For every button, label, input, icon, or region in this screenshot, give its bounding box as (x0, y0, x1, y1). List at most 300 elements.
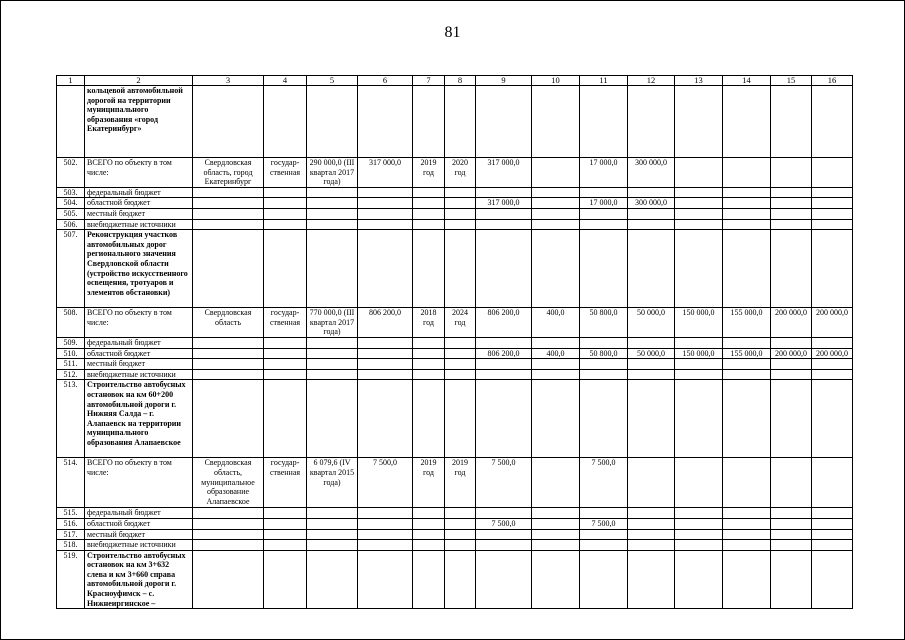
value-cell (532, 369, 580, 380)
value-cell (193, 518, 264, 529)
value-cell (675, 508, 723, 519)
value-cell (580, 337, 628, 348)
table-row (57, 158, 853, 188)
value-cell: 2020 год (445, 158, 476, 188)
value-cell (193, 540, 264, 551)
row-title-cell: ВСЕГО по объекту в том числе: (85, 158, 193, 188)
column-number-cell: 7 (413, 76, 445, 86)
value-cell (675, 380, 723, 458)
table-row (57, 208, 853, 219)
value-cell (307, 219, 358, 230)
value-cell (193, 337, 264, 348)
row-title-cell: местный бюджет (85, 529, 193, 540)
value-cell (413, 187, 445, 198)
row-title-cell: федеральный бюджет (85, 337, 193, 348)
value-cell (264, 219, 307, 230)
value-cell (264, 369, 307, 380)
value-cell (476, 369, 532, 380)
value-cell (532, 380, 580, 458)
value-cell (771, 337, 812, 348)
value-cell (723, 359, 771, 370)
table-row (57, 187, 853, 198)
value-cell: 200 000,0 (771, 348, 812, 359)
value-cell (675, 230, 723, 308)
value-cell (723, 187, 771, 198)
value-cell (445, 219, 476, 230)
value-cell (675, 529, 723, 540)
value-cell (723, 86, 771, 158)
value-cell: государ-ственная (264, 458, 307, 508)
value-cell: государ-ственная (264, 158, 307, 188)
budget-table (56, 75, 853, 609)
value-cell (307, 359, 358, 370)
value-cell (264, 208, 307, 219)
value-cell (358, 529, 413, 540)
table-row (57, 86, 853, 158)
row-title-cell: внебюджетные источники (85, 369, 193, 380)
row-number-cell: 504. (57, 198, 85, 209)
value-cell (413, 219, 445, 230)
row-number-cell: 513. (57, 380, 85, 458)
table-row (57, 518, 853, 529)
value-cell (812, 380, 853, 458)
value-cell (723, 158, 771, 188)
table-row (57, 380, 853, 458)
value-cell (771, 518, 812, 529)
page-number: 81 (444, 24, 461, 41)
value-cell (723, 529, 771, 540)
value-cell (193, 380, 264, 458)
value-cell: 150 000,0 (675, 348, 723, 359)
value-cell (445, 380, 476, 458)
value-cell (771, 540, 812, 551)
row-number-cell: 509. (57, 337, 85, 348)
row-number-cell: 516. (57, 518, 85, 529)
value-cell: 300 000,0 (628, 158, 675, 188)
value-cell: 7 500,0 (580, 458, 628, 508)
value-cell (812, 219, 853, 230)
value-cell (771, 187, 812, 198)
value-cell (812, 508, 853, 519)
value-cell (264, 508, 307, 519)
value-cell (771, 219, 812, 230)
value-cell (193, 187, 264, 198)
value-cell (413, 508, 445, 519)
value-cell: 400,0 (532, 308, 580, 338)
value-cell (445, 550, 476, 609)
value-cell (307, 187, 358, 198)
value-cell (675, 208, 723, 219)
column-number-cell: 6 (358, 76, 413, 86)
value-cell (532, 187, 580, 198)
value-cell (358, 550, 413, 609)
value-cell (264, 187, 307, 198)
value-cell: 50 800,0 (580, 308, 628, 338)
value-cell (307, 518, 358, 529)
value-cell (812, 529, 853, 540)
row-title-cell: Реконструкция участков автомобильных дорог регионального значения Свердловской области (устройство искусственного освещения, тротуаров и элементов обстановки) (85, 230, 193, 308)
value-cell (723, 540, 771, 551)
value-cell (445, 187, 476, 198)
value-cell (532, 359, 580, 370)
value-cell (476, 337, 532, 348)
value-cell (307, 208, 358, 219)
value-cell (628, 369, 675, 380)
value-cell: Свердловская область, муниципальное образование Алапаевское (193, 458, 264, 508)
value-cell (675, 86, 723, 158)
header-row (57, 76, 853, 86)
value-cell: государ-ственная (264, 308, 307, 338)
value-cell (628, 359, 675, 370)
value-cell (358, 369, 413, 380)
value-cell (307, 508, 358, 519)
value-cell: 150 000,0 (675, 308, 723, 338)
value-cell (193, 348, 264, 359)
value-cell (723, 219, 771, 230)
value-cell: 317 000,0 (476, 158, 532, 188)
value-cell (580, 540, 628, 551)
value-cell (413, 86, 445, 158)
value-cell (675, 540, 723, 551)
column-number-cell: 9 (476, 76, 532, 86)
table-row (57, 337, 853, 348)
value-cell (771, 369, 812, 380)
value-cell (445, 86, 476, 158)
table-row (57, 308, 853, 338)
value-cell (675, 369, 723, 380)
value-cell: 2019 год (413, 458, 445, 508)
value-cell: Свердловская область (193, 308, 264, 338)
value-cell (445, 230, 476, 308)
value-cell: 200 000,0 (812, 348, 853, 359)
value-cell (358, 508, 413, 519)
value-cell (723, 508, 771, 519)
value-cell (532, 198, 580, 209)
value-cell (723, 198, 771, 209)
value-cell: 2018 год (413, 308, 445, 338)
value-cell (413, 348, 445, 359)
value-cell (675, 359, 723, 370)
value-cell (532, 540, 580, 551)
value-cell (628, 86, 675, 158)
value-cell (723, 518, 771, 529)
value-cell (675, 458, 723, 508)
value-cell (628, 458, 675, 508)
value-cell (445, 540, 476, 551)
value-cell: 7 500,0 (358, 458, 413, 508)
value-cell (307, 540, 358, 551)
value-cell (264, 359, 307, 370)
value-cell (580, 230, 628, 308)
value-cell (476, 86, 532, 158)
column-number-cell: 11 (580, 76, 628, 86)
table-row (57, 540, 853, 551)
value-cell: 155 000,0 (723, 348, 771, 359)
value-cell (771, 158, 812, 188)
value-cell (476, 208, 532, 219)
value-cell: 317 000,0 (358, 158, 413, 188)
value-cell: 2024 год (445, 308, 476, 338)
table-row (57, 198, 853, 209)
row-title-cell: местный бюджет (85, 208, 193, 219)
value-cell (771, 529, 812, 540)
value-cell (264, 529, 307, 540)
value-cell (193, 359, 264, 370)
row-title-cell: внебюджетные источники (85, 540, 193, 551)
value-cell (675, 158, 723, 188)
column-number-cell: 3 (193, 76, 264, 86)
value-cell (771, 208, 812, 219)
row-number-cell: 502. (57, 158, 85, 188)
row-number-cell: 518. (57, 540, 85, 551)
row-title-cell: ВСЕГО по объекту в том числе: (85, 458, 193, 508)
value-cell (307, 369, 358, 380)
row-number-cell (57, 86, 85, 158)
value-cell (193, 550, 264, 609)
value-cell (580, 208, 628, 219)
table-row (57, 529, 853, 540)
value-cell (193, 230, 264, 308)
value-cell (628, 187, 675, 198)
value-cell (812, 369, 853, 380)
value-cell: 17 000,0 (580, 198, 628, 209)
value-cell (675, 518, 723, 529)
row-title-cell: областной бюджет (85, 518, 193, 529)
value-cell (476, 508, 532, 519)
value-cell (771, 458, 812, 508)
row-title-cell: кольцевой автомобильной дорогой на территории муниципального образования «город Екатеринбург» (85, 86, 193, 158)
value-cell (675, 219, 723, 230)
value-cell (358, 518, 413, 529)
value-cell (723, 337, 771, 348)
value-cell (413, 337, 445, 348)
row-title-cell: областной бюджет (85, 348, 193, 359)
value-cell (532, 158, 580, 188)
row-number-cell: 512. (57, 369, 85, 380)
value-cell (812, 208, 853, 219)
value-cell (771, 198, 812, 209)
value-cell (532, 337, 580, 348)
column-number-cell: 12 (628, 76, 675, 86)
value-cell (812, 230, 853, 308)
value-cell (413, 198, 445, 209)
value-cell (358, 337, 413, 348)
value-cell: 806 200,0 (476, 348, 532, 359)
value-cell (771, 380, 812, 458)
value-cell (193, 529, 264, 540)
value-cell (628, 518, 675, 529)
value-cell (358, 380, 413, 458)
row-number-cell: 507. (57, 230, 85, 308)
value-cell (723, 230, 771, 308)
value-cell (628, 208, 675, 219)
value-cell (580, 529, 628, 540)
value-cell (580, 550, 628, 609)
value-cell (445, 369, 476, 380)
value-cell (532, 219, 580, 230)
value-cell: 806 200,0 (358, 308, 413, 338)
value-cell (413, 208, 445, 219)
value-cell (675, 187, 723, 198)
row-number-cell: 519. (57, 550, 85, 609)
value-cell (723, 458, 771, 508)
row-title-cell: местный бюджет (85, 359, 193, 370)
value-cell (580, 369, 628, 380)
value-cell: 317 000,0 (476, 198, 532, 209)
value-cell (264, 518, 307, 529)
value-cell (812, 337, 853, 348)
value-cell (532, 208, 580, 219)
value-cell: 6 079,6 (IV квартал 2015 года) (307, 458, 358, 508)
row-number-cell: 514. (57, 458, 85, 508)
value-cell (264, 230, 307, 308)
value-cell (193, 369, 264, 380)
value-cell: 7 500,0 (476, 458, 532, 508)
value-cell (476, 529, 532, 540)
value-cell (445, 337, 476, 348)
value-cell (628, 337, 675, 348)
value-cell (413, 550, 445, 609)
value-cell (445, 359, 476, 370)
row-title-cell: Строительство автобусных остановок на км 60+200 автомобильной дороги г. Нижняя Салда – г. Алапаевск на территории муниципального образования Алапаевское (85, 380, 193, 458)
row-number-cell: 506. (57, 219, 85, 230)
value-cell (193, 208, 264, 219)
column-number-cell: 13 (675, 76, 723, 86)
value-cell: 200 000,0 (812, 308, 853, 338)
row-number-cell: 505. (57, 208, 85, 219)
value-cell: 2019 год (445, 458, 476, 508)
value-cell (358, 348, 413, 359)
value-cell: 806 200,0 (476, 308, 532, 338)
value-cell (358, 230, 413, 308)
value-cell (413, 529, 445, 540)
value-cell (413, 230, 445, 308)
value-cell (580, 219, 628, 230)
value-cell (476, 550, 532, 609)
value-cell (771, 550, 812, 609)
value-cell (812, 158, 853, 188)
value-cell (675, 337, 723, 348)
value-cell (723, 550, 771, 609)
value-cell (580, 508, 628, 519)
column-number-cell: 1 (57, 76, 85, 86)
value-cell (264, 540, 307, 551)
value-cell (628, 529, 675, 540)
value-cell (628, 540, 675, 551)
row-title-cell: областной бюджет (85, 198, 193, 209)
column-number-cell: 8 (445, 76, 476, 86)
value-cell: 2019 год (413, 158, 445, 188)
row-title-cell: внебюджетные источники (85, 219, 193, 230)
value-cell: 290 000,0 (III квартал 2017 года) (307, 158, 358, 188)
column-number-cell: 14 (723, 76, 771, 86)
value-cell: 7 500,0 (476, 518, 532, 529)
value-cell (771, 230, 812, 308)
column-number-cell: 16 (812, 76, 853, 86)
value-cell (532, 230, 580, 308)
value-cell (532, 550, 580, 609)
value-cell (723, 380, 771, 458)
row-number-cell: 517. (57, 529, 85, 540)
value-cell (413, 359, 445, 370)
value-cell (264, 348, 307, 359)
value-cell (675, 550, 723, 609)
value-cell (675, 198, 723, 209)
value-cell (193, 86, 264, 158)
value-cell (307, 337, 358, 348)
value-cell (812, 359, 853, 370)
value-cell (358, 187, 413, 198)
value-cell (812, 550, 853, 609)
value-cell (307, 529, 358, 540)
value-cell: 50 800,0 (580, 348, 628, 359)
value-cell (628, 380, 675, 458)
value-cell (413, 380, 445, 458)
value-cell (580, 187, 628, 198)
value-cell (445, 508, 476, 519)
value-cell (723, 208, 771, 219)
value-cell: 17 000,0 (580, 158, 628, 188)
value-cell (445, 529, 476, 540)
value-cell (812, 198, 853, 209)
column-number-cell: 10 (532, 76, 580, 86)
value-cell: 50 000,0 (628, 308, 675, 338)
value-cell (307, 86, 358, 158)
value-cell (413, 540, 445, 551)
value-cell: 300 000,0 (628, 198, 675, 209)
value-cell (532, 508, 580, 519)
value-cell (307, 230, 358, 308)
row-number-cell: 511. (57, 359, 85, 370)
value-cell (445, 208, 476, 219)
value-cell (358, 359, 413, 370)
value-cell: 7 500,0 (580, 518, 628, 529)
value-cell (812, 86, 853, 158)
row-title-cell: ВСЕГО по объекту в том числе: (85, 308, 193, 338)
value-cell (307, 550, 358, 609)
value-cell: Свердловская область, город Екатеринбург (193, 158, 264, 188)
value-cell (812, 187, 853, 198)
value-cell (413, 369, 445, 380)
value-cell (358, 198, 413, 209)
value-cell (264, 550, 307, 609)
value-cell (812, 540, 853, 551)
value-cell (476, 359, 532, 370)
value-cell (580, 86, 628, 158)
row-number-cell: 510. (57, 348, 85, 359)
column-number-cell: 5 (307, 76, 358, 86)
value-cell (476, 187, 532, 198)
value-cell (358, 86, 413, 158)
table-row (57, 550, 853, 609)
value-cell (445, 198, 476, 209)
column-number-cell: 15 (771, 76, 812, 86)
value-cell (532, 529, 580, 540)
value-cell (264, 198, 307, 209)
value-cell (307, 198, 358, 209)
row-number-cell: 515. (57, 508, 85, 519)
value-cell: 155 000,0 (723, 308, 771, 338)
value-cell (628, 550, 675, 609)
value-cell (445, 348, 476, 359)
value-cell (264, 86, 307, 158)
value-cell (264, 337, 307, 348)
table-row (57, 359, 853, 370)
value-cell (264, 380, 307, 458)
value-cell (812, 458, 853, 508)
value-cell (771, 359, 812, 370)
value-cell (723, 369, 771, 380)
